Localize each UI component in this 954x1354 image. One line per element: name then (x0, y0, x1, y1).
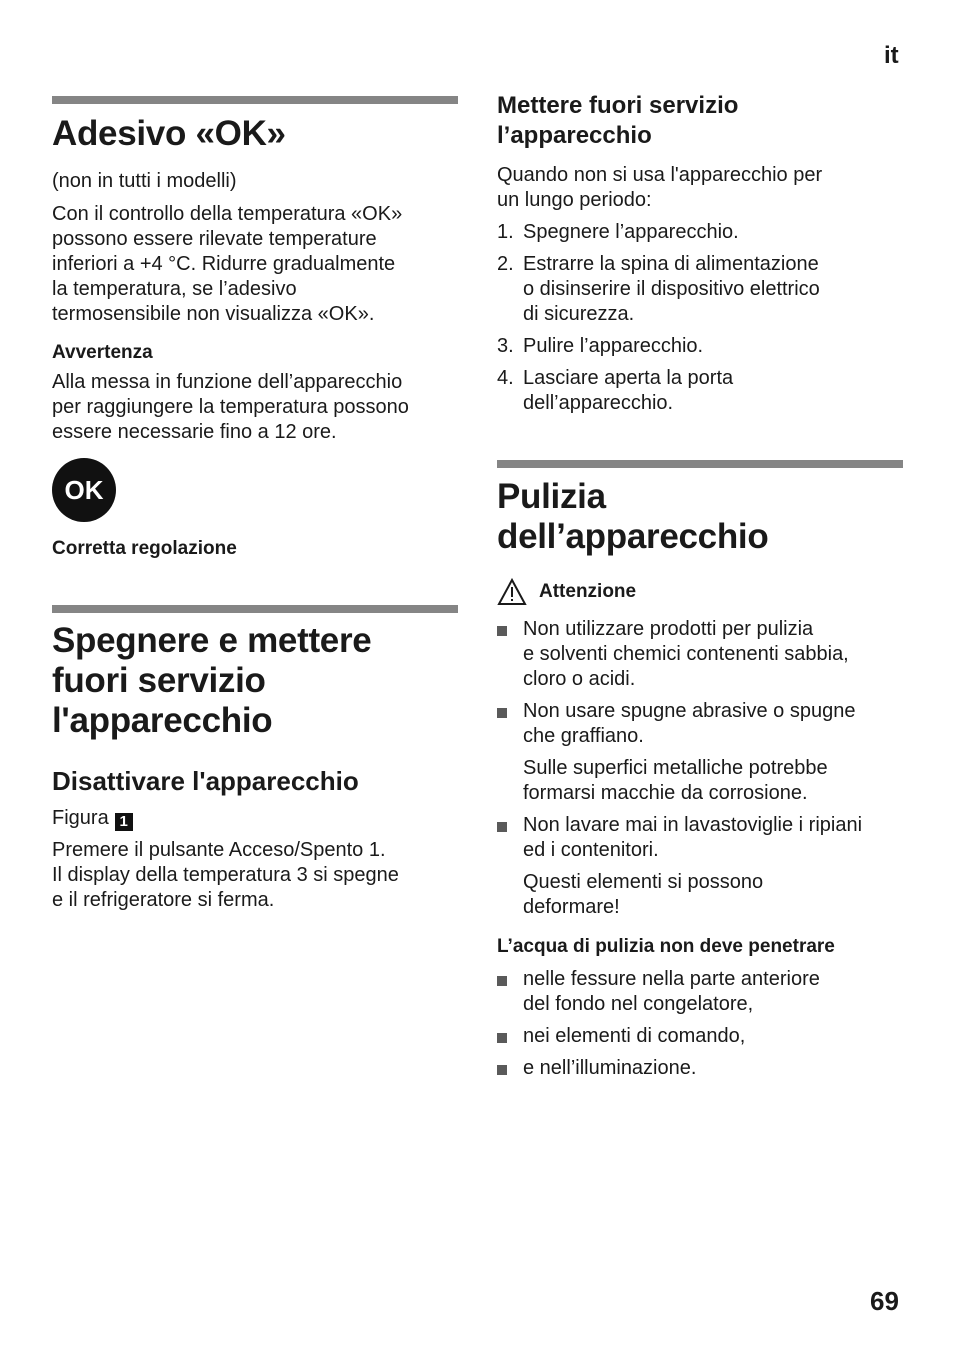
paragraph-line: possono essere rilevate temperature (52, 228, 377, 250)
list-item (497, 366, 907, 416)
title-line: fuori servizio (52, 661, 266, 700)
bullet-square-icon (497, 708, 507, 718)
list-item (497, 967, 907, 1017)
cleaning-section-body (497, 578, 907, 1081)
step-line: dell’apparecchio. (523, 392, 674, 414)
note-line: Sulle superfici metalliche potrebbe (523, 757, 828, 779)
bullet-line: Non usare spugne abrasive o spugne (523, 700, 856, 722)
figure-label: Figura (52, 807, 109, 829)
note-line: formarsi macchie da corrosione. (523, 782, 808, 804)
paragraph-line: Con il controllo della temperatura «OK» (52, 203, 403, 225)
paragraph-line: un lungo periodo: (497, 189, 652, 211)
section-rule (52, 605, 458, 613)
note-line: Questi elementi si possono (523, 871, 764, 893)
bullet-square-icon (497, 626, 507, 636)
note-text: (non in tutti i modelli) (52, 170, 237, 192)
step-number: 3. (497, 335, 514, 357)
step-line: Estrarre la spina di alimentazione (523, 253, 819, 275)
bullet-square-icon (497, 976, 507, 986)
bullet-line: che graffiano. (523, 725, 644, 747)
paragraph-line: termosensibile non visualizza «OK». (52, 303, 375, 325)
title-line: dell’apparecchio (497, 517, 769, 556)
list-item (497, 220, 907, 245)
paragraph-line: Premere il pulsante Acceso/Spento 1. (52, 839, 386, 861)
bullet-square-icon (497, 1065, 507, 1075)
bullet-square-icon (497, 822, 507, 832)
step-number: 2. (497, 253, 514, 275)
bullet-line: ed i contenitori. (523, 839, 659, 861)
step-line: Spegnere l’apparecchio. (523, 221, 739, 243)
attention-bullets (497, 813, 907, 863)
language-label: it (884, 42, 899, 69)
paragraph-line: inferiori a +4 °C. Ridurre gradualmente (52, 253, 396, 275)
title-line: l'apparecchio (52, 701, 273, 740)
section-title-cleaning (497, 477, 907, 557)
list-item (497, 617, 907, 692)
switch-off-body (52, 806, 462, 913)
paragraph-line: Il display della temperatura 3 si spegne (52, 864, 399, 886)
figure-number-badge: 1 (115, 813, 133, 831)
section-title-switch-off (52, 621, 462, 741)
list-item (497, 699, 907, 749)
steps-list (497, 220, 907, 416)
bullet-line: nelle fessure nella parte anteriore (523, 968, 820, 990)
sub-heading-disable: Disattivare l'apparecchio (52, 766, 359, 796)
paragraph-line: essere necessarie fino a 12 ore. (52, 421, 337, 443)
list-item (497, 334, 907, 359)
bullet-square-icon (497, 1033, 507, 1043)
paragraph-line: la temperatura, se l’adesivo (52, 278, 297, 300)
ok-section-body (52, 169, 462, 445)
figure-reference (52, 806, 462, 831)
title-line: l’apparecchio (497, 122, 652, 149)
paragraph-line: Quando non si usa l'apparecchio per (497, 164, 823, 186)
paragraph-line: e il refrigeratore si ferma. (52, 889, 275, 911)
list-item (497, 1056, 907, 1081)
section-rule (497, 460, 903, 468)
step-number: 4. (497, 367, 514, 389)
attention-label: Attenzione (539, 581, 637, 602)
bullet-line: e nell’illuminazione. (523, 1057, 697, 1079)
step-number: 1. (497, 221, 514, 243)
out-of-service-section (497, 91, 907, 416)
warning-heading: Avvertenza (52, 342, 153, 363)
list-item (497, 252, 907, 327)
step-line: di sicurezza. (523, 303, 635, 325)
bullet-line: del fondo nel congelatore, (523, 993, 754, 1015)
note-line: deformare! (523, 896, 620, 918)
step-line: Pulire l’apparecchio. (523, 335, 704, 357)
list-item (497, 1024, 907, 1049)
badge-caption: Corretta regolazione (52, 538, 237, 559)
bullet-line: Non utilizzare prodotti per pulizia (523, 618, 814, 640)
step-line: Lasciare aperta la porta (523, 367, 734, 389)
water-heading: L’acqua di pulizia non deve penetrare (497, 936, 835, 957)
attention-row (497, 578, 907, 606)
paragraph-line: Alla messa in funzione dell’apparecchio (52, 371, 403, 393)
title-line: Mettere fuori servizio (497, 92, 739, 119)
bullet-line: cloro o acidi. (523, 668, 636, 690)
bullet-line: nei elementi di comando, (523, 1025, 746, 1047)
section-title-ok: Adesivo «OK» (52, 114, 286, 153)
water-bullets (497, 967, 907, 1081)
list-item (497, 813, 907, 863)
page-number: 69 (870, 1286, 899, 1316)
bullet-line: e solventi chemici contenenti sabbia, (523, 643, 849, 665)
step-line: o disinserire il dispositivo elettrico (523, 278, 820, 300)
ok-badge-icon: OK (52, 458, 116, 522)
paragraph-line: per raggiungere la temperatura possono (52, 396, 409, 418)
bullet-line: Non lavare mai in lavastoviglie i ripiani (523, 814, 863, 836)
warning-triangle-icon (497, 578, 527, 606)
attention-bullets (497, 617, 907, 749)
section-rule (52, 96, 458, 104)
title-line: Pulizia (497, 477, 606, 516)
title-line: Spegnere e mettere (52, 621, 372, 660)
